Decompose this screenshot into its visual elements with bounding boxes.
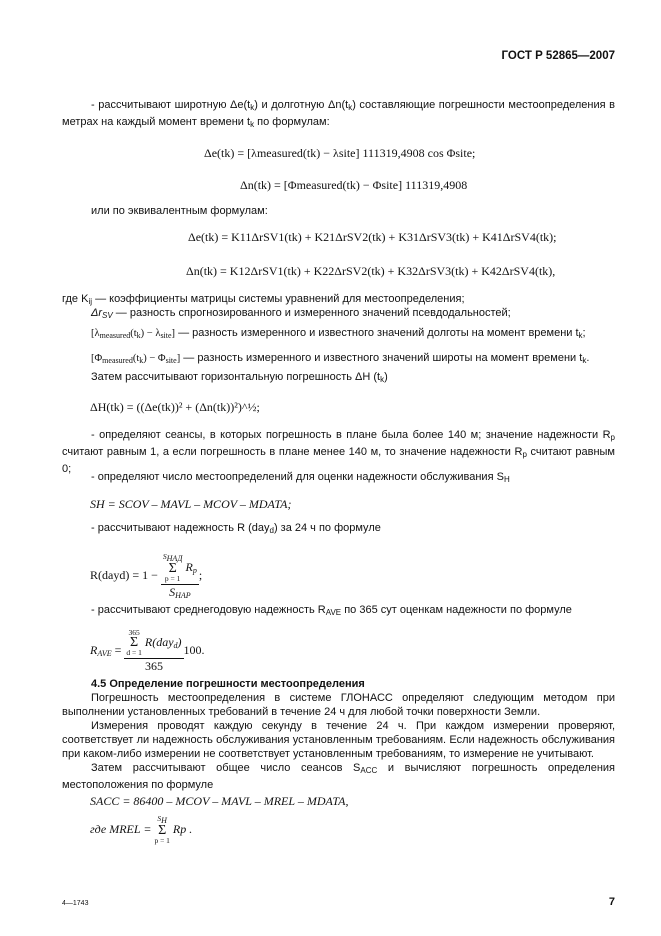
print-code: 4—1743 [62, 900, 89, 907]
text-fragment: - определяют сеансы, в которых погрешность в плане была более 140 м; значение надежности R [91, 429, 611, 441]
paragraph-count: - определяют число местоопределений для оценки надежности обслуживания $S_H$ [91, 471, 510, 484]
formula-prefix: где MREL = [90, 821, 152, 836]
text-fragment: Затем рассчитывают горизонтальную погрешность ΔH (t [91, 371, 381, 383]
formula-tail: 100. [183, 642, 205, 657]
formula-delta-n-equiv: Δn(tk) = K12ΔrSV1(tk) + K22ΔrSV2(tk) + K32ΔrSV3(tk) + K42ΔrSV4(tk), [186, 264, 556, 278]
formula-delta-e: Δe(tk) = [λmeasured(tk) − λsite] 111319,4908 cos Φsite; [204, 146, 476, 160]
text-fragment: - рассчитывают широтную Δe(t [91, 99, 251, 111]
text-fragment: ) и долготную Δn(t [254, 99, 349, 111]
paragraph-sessions: - определяют сеансы, в которых погрешность в плане была более 140 м; значение надежности $R_p$ считают равным 1, а если погрешность в плане менее 140 м, то значение надежности $R_p$ считают равным 0; [62, 429, 615, 475]
text-fragment: — разность измеренного и известного значений долготы на момент времени t [175, 327, 579, 339]
formula-prefix: R(dayd) = 1 − [90, 567, 158, 582]
formula-delta-e-equiv: Δe(tk) = K11ΔrSV1(tk) + K21ΔrSV2(tk) + K31ΔrSV3(tk) + K41ΔrSV4(tk); [188, 230, 557, 244]
text-fragment: - рассчитывают надежность R (day [91, 522, 270, 534]
paragraph-reliability: - рассчитывают надежность R (day$_d$) за 24 ч по формуле [91, 522, 381, 535]
standard-header: ГОСТ Р 52865—2007 [501, 50, 615, 62]
paragraph-sessions-total: Затем рассчитывают общее число сеансов $S_{ACC}$ и вычисляют погрешность определения местоположения по формуле [62, 762, 615, 791]
text-fragment: - определяют число местоопределений для оценки надежности обслуживания S [91, 471, 504, 483]
formula-r-day: R(dayd) = 1 − $S_{НАД}$ Σ p = 1 $R_p$ $S_{НАР}$ ; [90, 552, 203, 600]
text-fragment: по формулам: [254, 116, 330, 128]
paragraph-horizontal-error: Затем рассчитывают горизонтальную погрешность ΔH $(t_k)$ [91, 371, 388, 384]
definition-lambda: $[\lambda_{measured}(t_k) - \lambda_{site}]$ — разность измеренного и известного значений долготы на момент времени $t_k$; [91, 327, 586, 340]
text-fragment: где K [62, 293, 89, 305]
fraction: 365 Σ d = 1 R(day$_d$) 365 [126, 628, 182, 673]
text-fragment: считают равным 1, а если погрешность в плане менее 140 м, то значение надежности R [62, 446, 523, 458]
definition-delta-r: $\Delta r_{SV}$ — разность спрогнозированного и измеренного значений псевдодальностей; [91, 307, 511, 320]
paragraph-method: Погрешность местоопределения в системе ГЛОНАСС определяют следующим методом при выполнении установленных требований в течение 24 ч для любой точки поверхности Земли. [62, 692, 615, 718]
formula-tail: Rp . [172, 821, 193, 836]
definition-k: где $K_{ij}$ — коэффициенты матрицы системы уравнений для местоопределения; [62, 293, 465, 306]
paragraph-intro: - рассчитывают широтную $\Delta e(t_k)$ и долготную $\Delta n(t_k)$ составляющие погрешности местоопределения в метрах на каждый момент времени $t_k$ по формулам: [62, 99, 615, 129]
text-fragment: Затем рассчитывают общее число сеансов S [91, 762, 361, 774]
section-title: 4.5 Определение погрешности местоопределения [91, 678, 365, 690]
formula-delta-n: Δn(tk) = [Φmeasured(tk) − Φsite] 111319,4908 [240, 178, 468, 192]
page-number: 7 [608, 896, 615, 908]
text-fragment: ) составляющие погрешности местоопределения в метрах на каждый момент времени t [62, 99, 615, 128]
text-fragment: — разность спрогнозированного и измеренного значений псевдодальностей; [112, 307, 511, 319]
formula-mrel: где MREL = $S_H$ Σ p = 1 Rp . [90, 814, 193, 845]
paragraph-equivalent: или по эквивалентным формулам: [91, 205, 268, 217]
text-fragment: по 365 сут оценкам надежности по формуле [341, 604, 572, 616]
formula-r-ave: $R_{AVE}$ = 365 Σ d = 1 R(day$_d$) 365 100. [90, 628, 205, 673]
formula-sh: SH = SCOV – MAVL – MCOV – MDATA; [90, 497, 292, 511]
text-fragment: — коэффициенты матрицы системы уравнений для местоопределения; [92, 293, 465, 305]
text-fragment: - рассчитывают среднегодовую надежность R [91, 604, 326, 616]
formula-delta-h: ΔH(tk) = ((Δe(tk))² + (Δn(tk))²)^½; [90, 400, 260, 414]
text-fragment: — разность измеренного и известного значений широты на момент времени t [180, 352, 583, 364]
paragraph-measurements: Измерения проводят каждую секунду в течение 24 ч. При каждом измерении проверяют, соответствует ли надежность обслуживания установленным требованиям. Если надежность обслуживания при каком-либо измерении не соответствует установленным требованиям, то измерение не учитывают. [62, 720, 615, 760]
formula-sacc: SACC = 86400 – MCOV – MAVL – MREL – MDATA, [90, 794, 349, 808]
text-fragment: считают равным 0; [62, 446, 615, 475]
text-fragment: ) за 24 ч по формуле [273, 522, 381, 534]
fraction: $S_{НАД}$ Σ p = 1 $R_p$ $S_{НАР}$ [162, 552, 197, 600]
paragraph-annual: - рассчитывают среднегодовую надежность $R_{AVE}$ по 365 сут оценкам надежности по формуле [91, 604, 572, 617]
text-fragment: и вычисляют погрешность определения местоположения по формуле [62, 762, 615, 791]
definition-phi: $[\Phi_{measured}(t_k) - \Phi_{site}]$ — разность измеренного и известного значений широты на момент времени $t_k$. [91, 352, 590, 365]
